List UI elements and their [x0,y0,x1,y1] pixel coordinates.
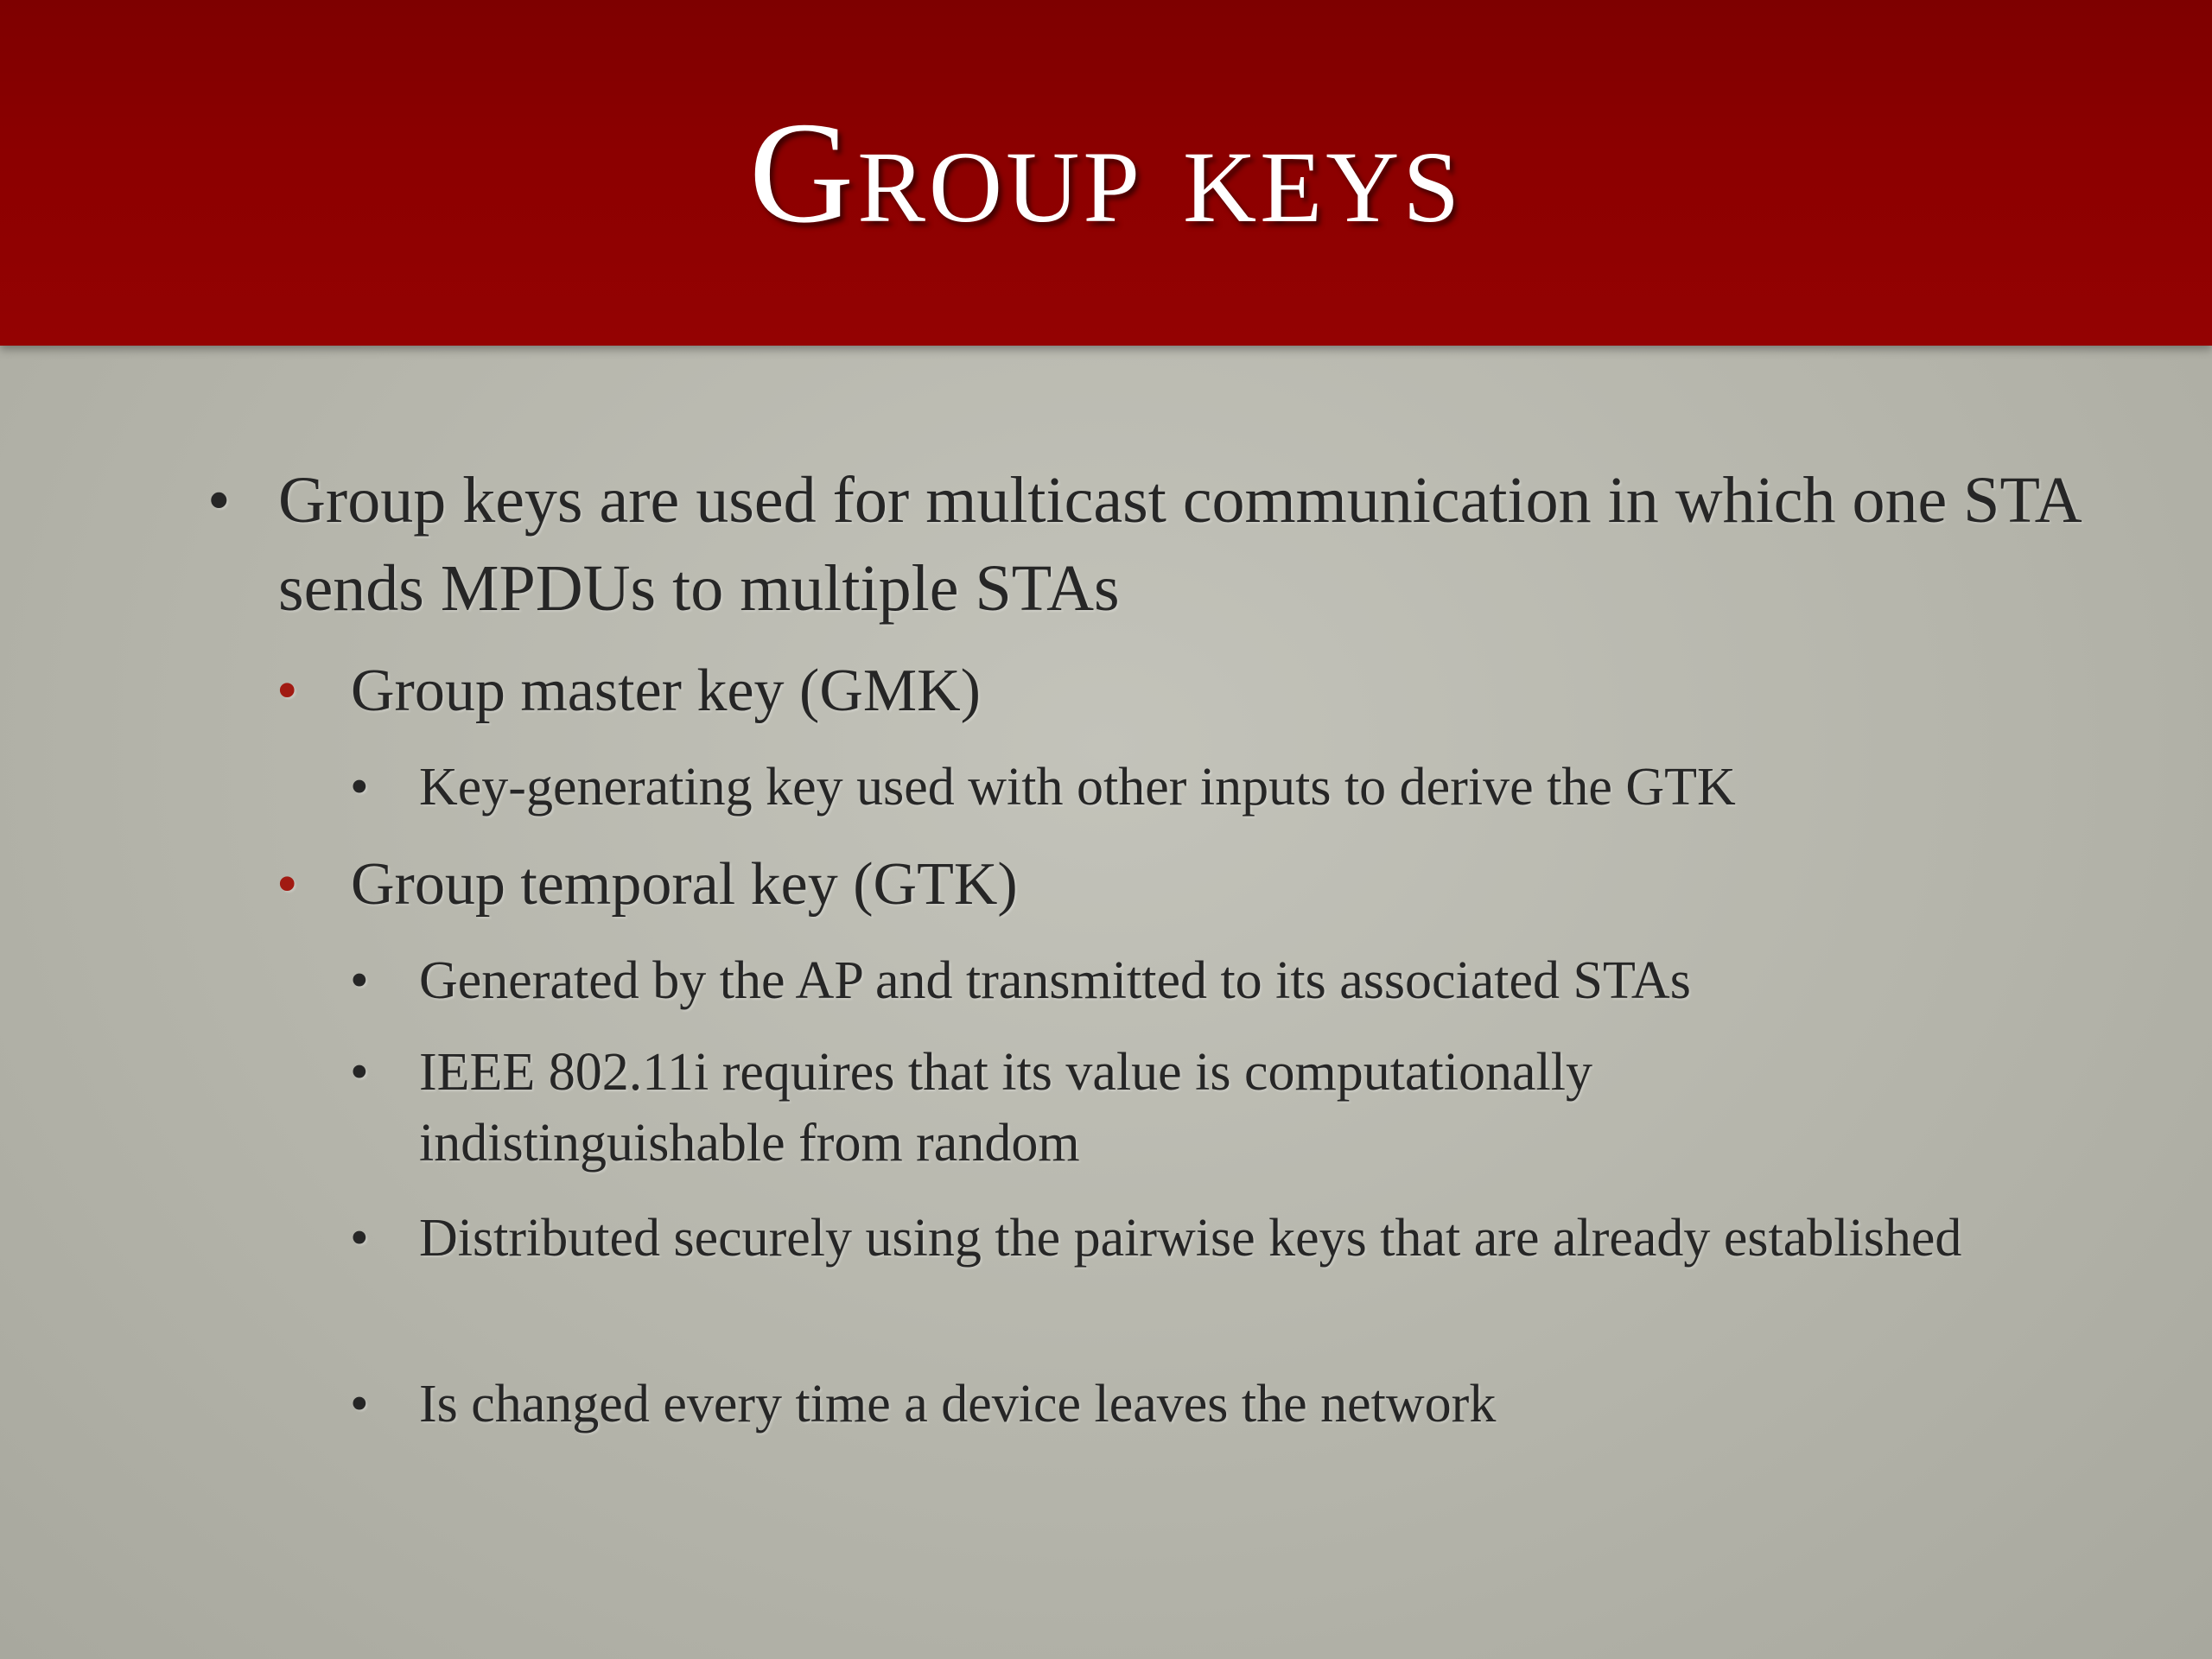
bullet-icon: • [276,658,298,724]
bullet-icon: • [350,1043,369,1102]
slide-title: Group keys [748,92,1464,253]
bullet-text: Is changed every time a device leaves the network [419,1375,1497,1433]
bullet-icon: • [350,1209,369,1268]
bullet-text: Group temporal key (GTK) [351,851,1018,918]
bullet-text: Group master key (GMK) [351,658,981,724]
bullet-icon: • [350,758,369,817]
bullet-text: Generated by the AP and transmitted to its associated STAs [419,951,1691,1010]
bullet-icon: • [207,464,231,537]
bullet-icon: • [350,1375,369,1433]
bullet-icon: • [276,851,298,918]
bullet-text: Distributed securely using the pairwise keys that are already established [419,1209,1962,1268]
bullet-text: Group keys are used for multicast communication in which one STA sends MPDUs to multiple STAs [278,464,2079,625]
bullet-text: IEEE 802.11i requires that its value is computationally indistinguishable from random [419,1043,1592,1173]
bullet-icon: • [350,951,369,1010]
bullet-text: Key-generating key used with other inputs to derive the GTK [419,758,1736,817]
